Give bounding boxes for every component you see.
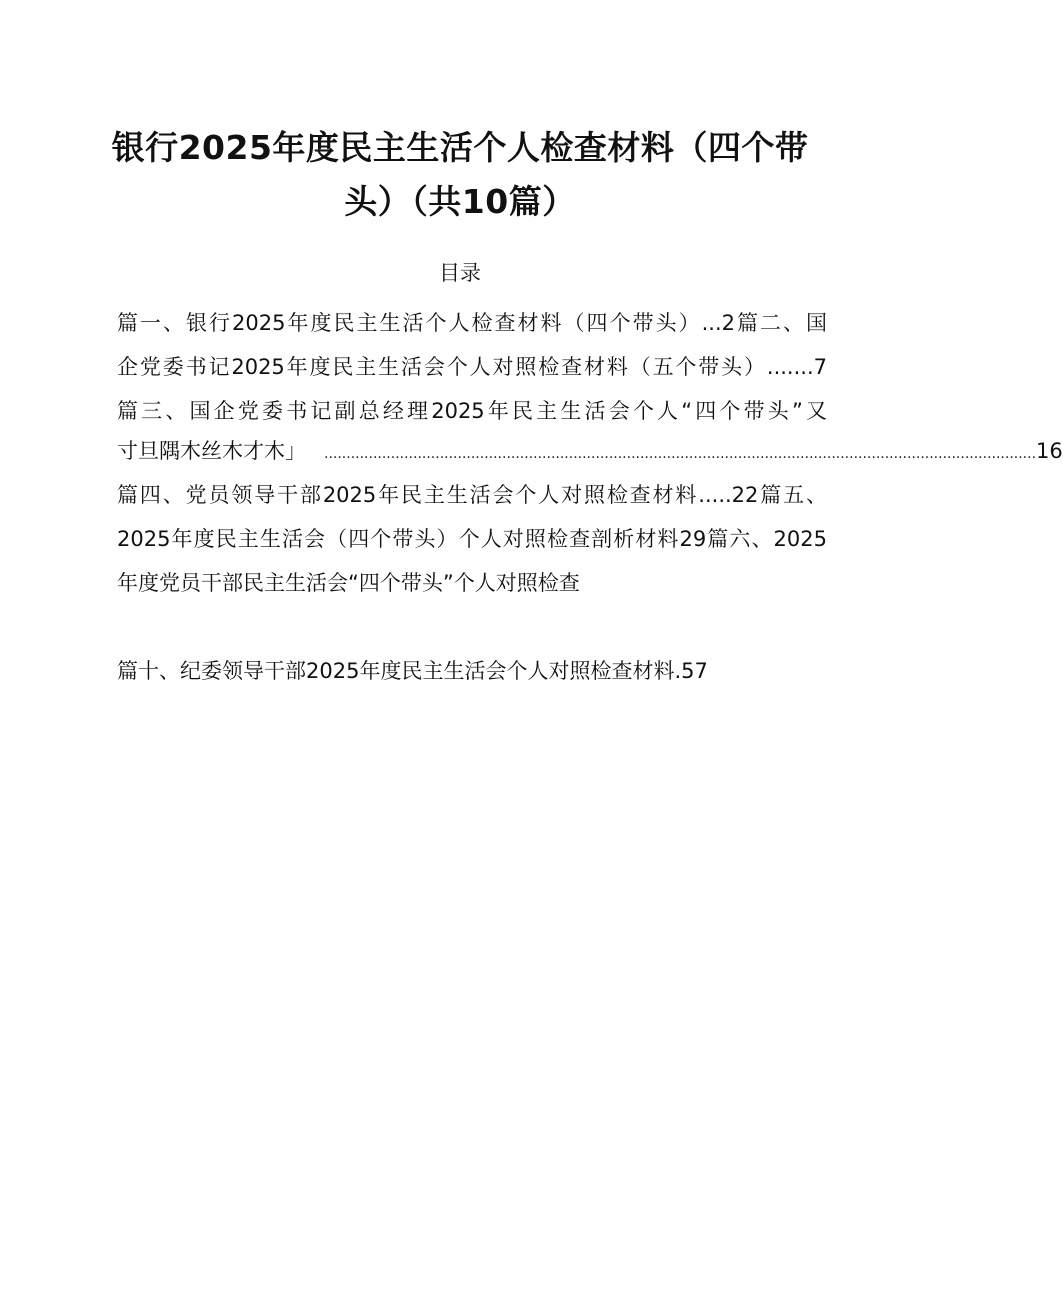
- toc-line-4-page: 16: [1036, 439, 1063, 463]
- document-title-line-1: 银行2025年度民主生活个人检查材料（四个带: [111, 128, 809, 167]
- toc-line-3[interactable]: 篇三、国企党委书记副总经理2025年民主生活会个人“四个带头”又: [117, 399, 827, 423]
- toc-leader-dots: ................................................................................................................................................................: [324, 446, 1037, 462]
- toc-line-5[interactable]: 篇四、党员领导干部2025年民主生活会个人对照检查材料.....22篇五、: [117, 483, 827, 507]
- toc-line-7[interactable]: 年度党员干部民主生活会“四个带头”个人对照检查: [117, 571, 580, 595]
- toc-line-4[interactable]: [117, 436, 1063, 466]
- toc-line-8[interactable]: 篇十、纪委领导干部2025年度民主生活会个人对照检查材料.57: [117, 659, 708, 683]
- document-title-line-2: 头）（共10篇）: [344, 182, 576, 221]
- toc-line-6[interactable]: 2025年度民主生活会（四个带头）个人对照检查剖析材料29篇六、2025: [117, 527, 827, 551]
- toc-line-4-text: 寸旦隅木丝木才木」: [117, 439, 306, 463]
- toc-line-2[interactable]: 企党委书记2025年度民主生活会个人对照检查材料（五个带头）.......7: [117, 355, 827, 379]
- toc-heading: 目录: [439, 261, 481, 285]
- toc-line-1[interactable]: 篇一、银行2025年度民主生活个人检查材料（四个带头）...2篇二、国: [117, 311, 827, 335]
